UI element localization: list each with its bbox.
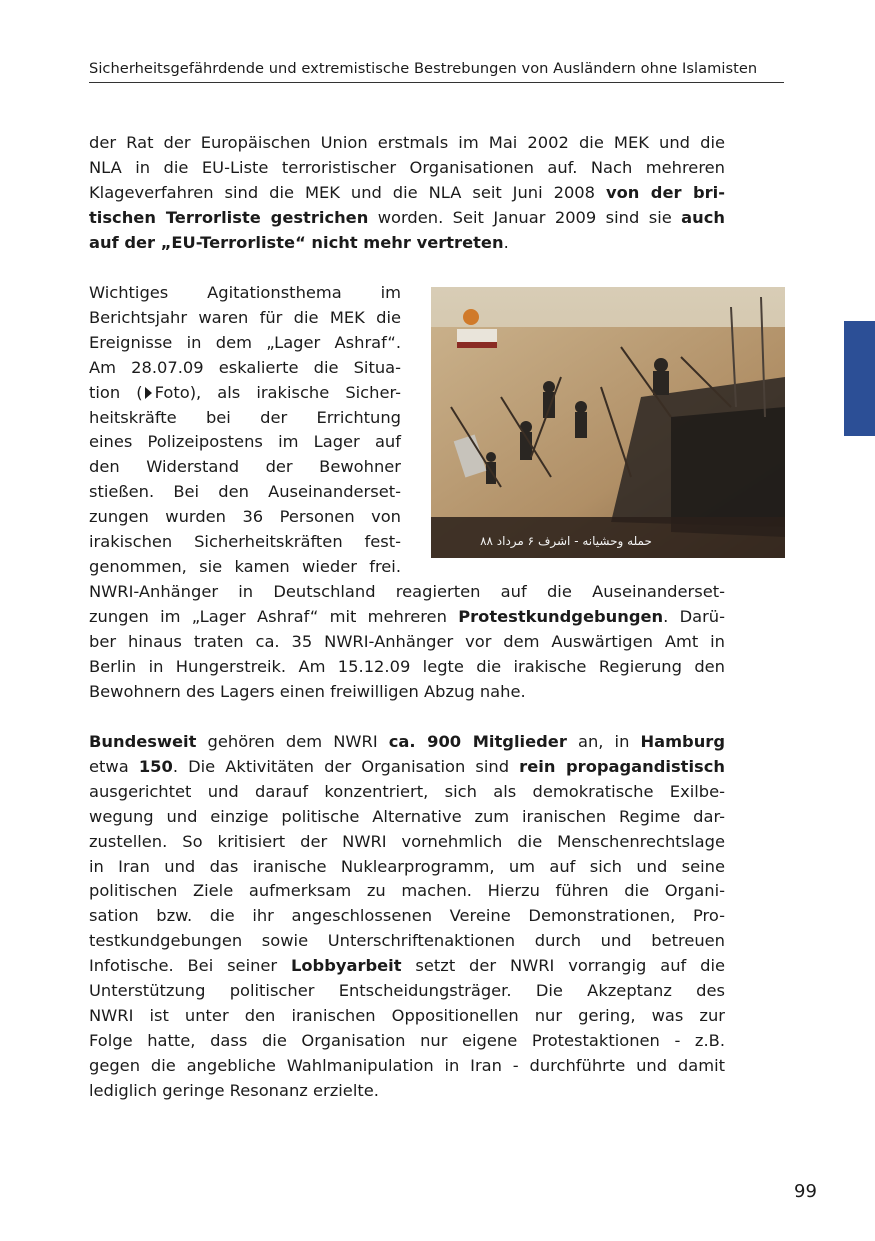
arrow-right-icon <box>145 387 152 399</box>
text-line: ber hinaus traten ca. 35 NWRI-Anhänger vor dem Auswärtigen Amt in <box>89 631 725 651</box>
text-line: Berlin in Hungerstreik. Am 15.12.09 legte die irakische Regierung den <box>89 656 725 676</box>
photo-illustration <box>431 287 785 558</box>
text-line: zustellen. So kritisiert der NWRI vornehmlich die Menschenrechtslage <box>89 831 725 851</box>
running-head: Sicherheitsgefährdende und extremistische Bestrebungen von Ausländern ohne Islamisten <box>89 60 758 77</box>
news-photo <box>431 287 785 558</box>
text-line: tischen Terrorliste gestrichen worden. Seit Januar 2009 sind sie auch <box>89 207 725 227</box>
text-line: zungen im „Lager Ashraf“ mit mehreren Protestkundgebungen. Darü- <box>89 606 725 626</box>
text-line: gegen die angebliche Wahlmanipulation in Iran - durchführte und damit <box>89 1055 725 1075</box>
text-line: der Rat der Europäischen Union erstmals im Mai 2002 die MEK und die <box>89 133 725 152</box>
text-line: Folge hatte, dass die Organisation nur eigene Protestaktionen - z.B. <box>89 1030 725 1050</box>
photo-caption: حمله وحشیانه - اشرف ۶ مرداد ۸۸ <box>480 534 652 548</box>
text-line: wegung und einzige politische Alternative zum iranischen Regime dar- <box>89 806 725 826</box>
text-line: NLA in die EU-Liste terroristischer Organisationen auf. Nach mehreren <box>89 157 725 177</box>
text-line: Am 28.07.09 eskalierte die Situa- <box>89 357 401 377</box>
paragraph-3 <box>89 580 725 705</box>
text-line: auf der „EU-Terrorliste“ nicht mehr vertreten. <box>89 232 509 252</box>
text-line: lediglich geringe Resonanz erzielte. <box>89 1080 379 1100</box>
text-line: NWRI ist unter den iranischen Oppositionellen nur gering, was zur <box>89 1005 725 1025</box>
text-line: politischen Ziele aufmerksam zu machen. Hierzu führen die Organi- <box>89 881 725 901</box>
text-line: in Iran und das iranische Nuklearprogramm, um auf sich und seine <box>89 856 725 876</box>
text-line: Klageverfahren sind die MEK und die NLA seit Juni 2008 von der bri- <box>89 182 725 202</box>
text-line: etwa 150. Die Aktivitäten der Organisation sind rein propagandistisch <box>89 756 725 776</box>
paragraph-2 <box>89 281 401 580</box>
text-line: Infotische. Bei seiner Lobbyarbeit setzt der NWRI vorrangig auf die <box>89 956 725 976</box>
text-line: Wichtiges Agitationsthema im <box>89 283 401 302</box>
header-rule <box>89 82 784 83</box>
text-line: ausgerichtet und darauf konzentriert, sich als demokratische Exilbe- <box>89 781 725 801</box>
page-number: 99 <box>794 1181 817 1202</box>
paragraph-1 <box>89 131 725 256</box>
text-line: Bundesweit gehören dem NWRI ca. 900 Mitglieder an, in Hamburg <box>89 732 725 751</box>
text-line: Bewohnern des Lagers einen freiwilligen Abzug nahe. <box>89 681 526 701</box>
text-line: Unterstützung politischer Entscheidungsträger. Die Akzeptanz des <box>89 981 725 1001</box>
text-line: den Widerstand der Bewohner <box>89 457 401 477</box>
text-line: eines Polizeipostens im Lager auf <box>89 432 401 452</box>
paragraph-4 <box>89 730 725 1104</box>
text-line: heitskräfte bei der Errichtung <box>89 407 401 427</box>
text-line: NWRI-Anhänger in Deutschland reagierten auf die Auseinanderset- <box>89 582 725 601</box>
text-line: Ereignisse in dem „Lager Ashraf“. <box>89 332 401 352</box>
text-line: genommen, sie kamen wieder frei. <box>89 556 401 576</box>
text-line: stießen. Bei den Auseinanderset- <box>89 482 401 502</box>
text-line: tion ( Foto), als irakische Sicher- <box>89 382 401 402</box>
text-line: irakischen Sicherheitskräften fest- <box>89 532 401 552</box>
text-line: sation bzw. die ihr angeschlossenen Vereine Demonstrationen, Pro- <box>89 906 725 926</box>
text-line: Berichtsjahr waren für die MEK die <box>89 307 401 327</box>
text-line: testkundgebungen sowie Unterschriftenaktionen durch und betreuen <box>89 931 725 951</box>
chapter-side-tab <box>844 321 875 436</box>
text-line: zungen wurden 36 Personen von <box>89 507 401 527</box>
